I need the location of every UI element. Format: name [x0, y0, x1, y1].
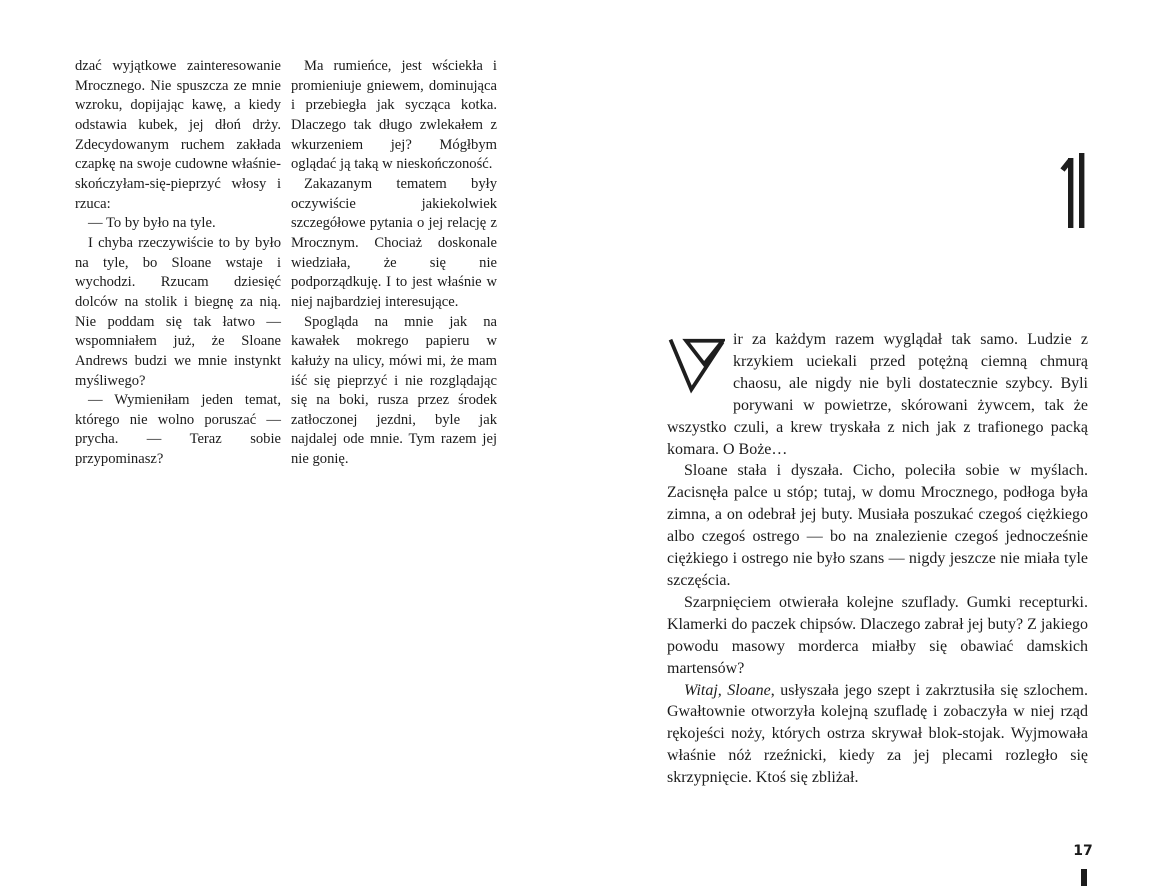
paragraph: Sloane stała i dyszała. Cicho, poleciła sobie w myślach. Zacisnęła palce u stóp; tutaj, w domu Mrocznego, podłoga była zimna, a on odebrał jej buty. Musiała poszukać czegoś ciężkiego albo czegoś ostrego — bo na znalezienie czegoś jednocześnie ciężkiego i ostrego nie było szans — nigdy jeszcze nie miała tyle szczęścia. — [667, 462, 1088, 589]
paragraph: Ma rumieńce, jest wściekła i promieniuje gniewem, dominująca i przebiegła jak sycząca kotka. Dlaczego tak długo zwlekałem z wkurzeniem jej? Mógłbym oglądać ją taką w nieskończoność. — [291, 58, 497, 173]
paragraph: Zakazanym tematem były oczywiście jakiekolwiek szczegółowe pytania o jej relację z Mrocznym. Chociaż doskonale wiedziała, że się nie podporządkuję. I to jest właśnie w niej najbardziej interesujące. — [291, 175, 497, 310]
paragraph: dzać wyjątkowe zainteresowanie Mrocznego. Nie spuszcza ze mnie wzroku, dopijając kawę, a kiedy odstawia kubek, jej dłoń drży. Zdecydowanym ruchem zakłada czapkę na swoje cudowne właśnie-skończyłam-się-pieprzyć włosy i rzuca: — [75, 58, 281, 212]
paragraph: Witaj, Sloane, usłyszała jego szept i zakrztusiła się szlochem. Gwałtownie otworzyła kolejną szufladę i zobaczyła w niej rząd rękojeści noży, których ostrza skrywał blok-stojak. Wyjmowała właśnie nóż rzeźnicki, kiedy za jej plecami rozległo się skrzypnięcie. Ktoś się zbliżał. — [667, 681, 1089, 787]
chapter-text — [667, 329, 1088, 789]
bottom-ornament — [1081, 869, 1087, 886]
paragraph: Spogląda na mnie jak na kawałek mokrego papieru w kałuży na ulicy, mówi mi, że mam iść się pieprzyć i nie rozglądając się na boki, rusza przez środek zatłoczonej jezdni, byle jak najdalej ode mnie. Tym razem jej nie gonię. — [291, 313, 497, 468]
paragraph: I chyba rzeczywiście to by było na tyle, bo Sloane wstaje i wychodzi. Rzucam dziesięć dolców na stolik i biegnę za nią. Nie poddam się tak łatwo — wspomniałem już, że Sloane Andrews budzi we mnie instynkt myśliwego? — [75, 234, 281, 389]
paragraph: ir za każdym razem wyglądał tak samo. Ludzie z krzykiem uciekali przed potężną ciemną chmurą chaosu, ale nigdy nie byli dostatecznie szybcy. Byli porywani w powietrze, skórowani żywcem, tak że wszystko czuli, a krew tryskała z nich jak z trafionego packą komara. O Boże… — [667, 331, 1088, 458]
paragraph: Szarpnięciem otwierała kolejne szuflady. Gumki recepturki. Klamerki do paczek chipsów. Dlaczego zabrał jej buty? Z jakiego powodu masowy morderca miałby się obawiać damskich martensów? — [667, 593, 1089, 677]
left-page-column-1 — [75, 57, 281, 470]
paragraph: — Wymieniłam jeden temat, którego nie wolno poruszać — prycha. — Teraz sobie przypominasz? — [75, 392, 281, 468]
page-number: 17 — [1073, 843, 1093, 859]
dropcap-w-icon — [667, 332, 725, 396]
numeral-1-glyph — [1060, 150, 1090, 228]
left-page-column-2 — [291, 57, 497, 470]
paragraph: — To by było na tyle. — [88, 215, 216, 232]
chapter-number-figure — [1060, 150, 1090, 228]
